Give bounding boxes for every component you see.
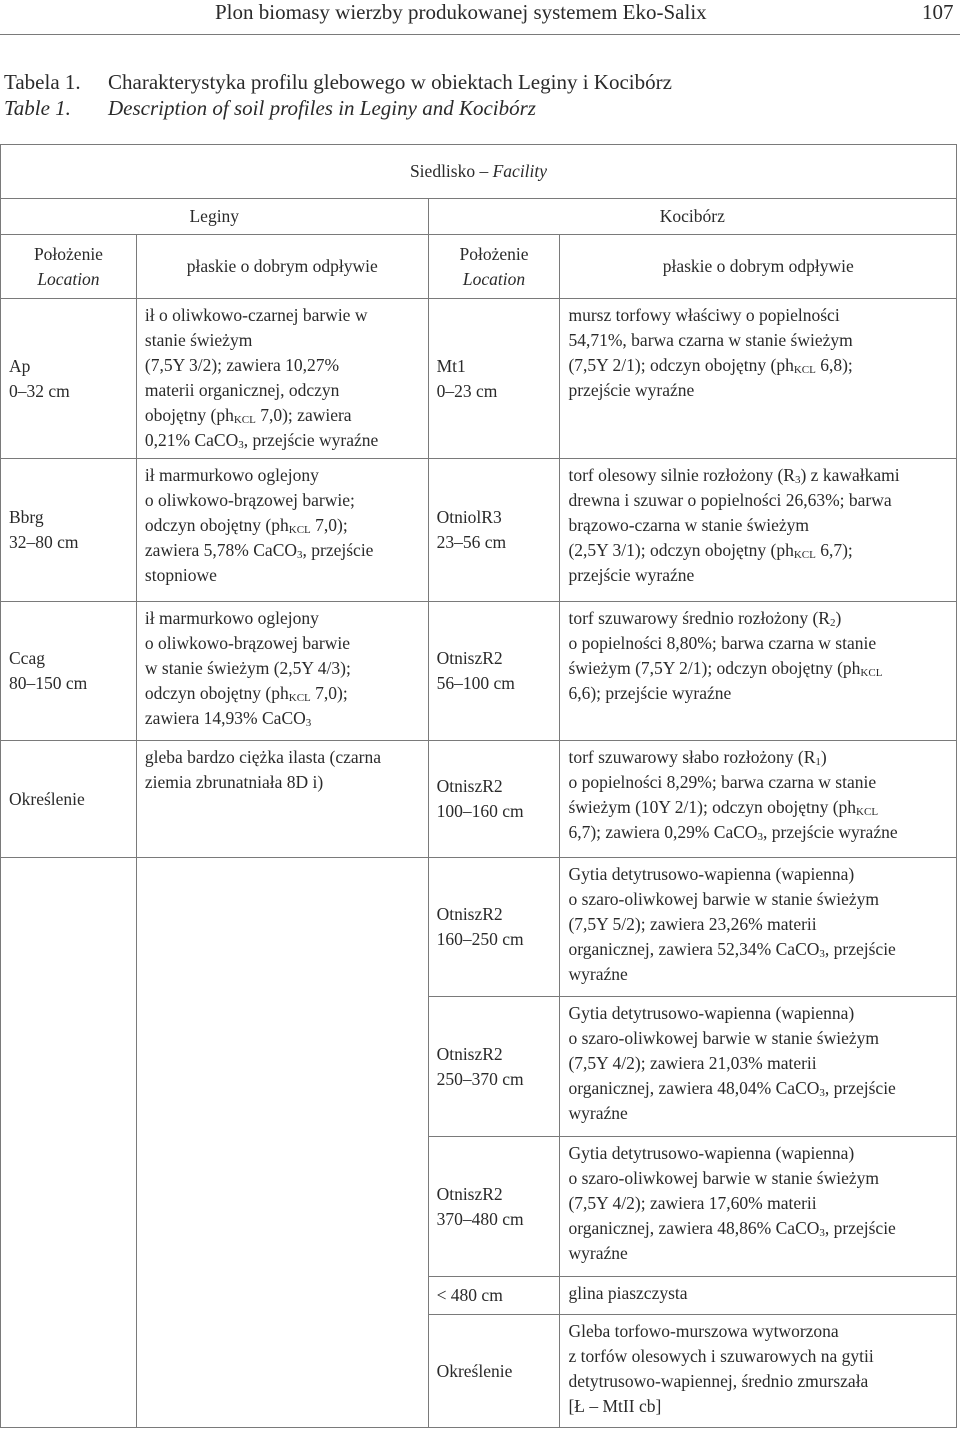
description-cell: Gytia detytrusowo-wapienna (wapienna) o szaro-oliwkowej barwie w stanie świeżym (7,5Y 5/2); zawiera 23,26% materii organicznej, zawiera 52,34% CaCO$_3$, przejście wyraźne <box>560 858 957 997</box>
description-cell: ił marmurkowo oglejony o oliwkowo-brązowej barwie; odczyn obojętny ($ph_{KCL}$ 7,0); zawiera 5,78% CaCO$_3$, przejście stopniowe <box>136 459 428 602</box>
table-row <box>1 299 957 459</box>
table-row <box>1 602 957 741</box>
description-cell: torf szuwarowy średnio rozłożony $(R_2)$ o popielności 8,80%; barwa czarna w stanie świeżym (7,5Y 2/1); odczyn obojętny ($ph_{KCL}$ 6,6); przejście wyraźne <box>560 602 957 741</box>
table-row <box>1 997 957 1137</box>
table-header-row <box>1 145 957 199</box>
site-row <box>1 199 957 235</box>
caption-label-en: Table 1. <box>4 96 71 120</box>
description-cell: ił o oliwkowo-czarnej barwie w stanie świeżym (7,5Y 3/2); zawiera 10,27% materii organicznej, odczyn obojętny ($ph_{KCL}$ 7,0); zawiera 0,21% CaCO$_3$, przejście wyraźne <box>136 299 428 459</box>
horizon-cell: OtniszR2 160–250 cm <box>428 858 560 997</box>
table-row <box>1 1137 957 1277</box>
horizon-cell: Ccag 80–150 cm <box>1 602 137 741</box>
location-header-kociborz: Położenie Location <box>428 235 560 299</box>
horizon-cell: OtniolR3 23–56 cm <box>428 459 560 602</box>
running-title: Plon biomasy wierzby produkowanej systemem Eko-Salix <box>215 0 707 24</box>
horizon-cell: OtniszR2 56–100 cm <box>428 602 560 741</box>
table-row <box>1 1315 957 1428</box>
horizon-cell: Bbrg 32–80 cm <box>1 459 137 602</box>
horizon-cell: OtniszR2 370–480 cm <box>428 1137 560 1277</box>
description-cell: Gleba torfowo-murszowa wytworzona z torfów olesowych i szuwarowych na gytii detytrusowo-wapiennej, średnio zmurszała [Ł – MtII cb] <box>560 1315 957 1428</box>
description-cell: mursz torfowy właściwy o popielności 54,71%, barwa czarna w stanie świeżym (7,5Y 2/1); odczyn obojętny ($ph_{KCL}$ 6,8); przejście wyraźne <box>560 299 957 459</box>
definition-header-kociborz: Określenie <box>428 1315 560 1428</box>
page-number: 107 <box>922 0 954 24</box>
horizon-cell: Ap 0–32 cm <box>1 299 137 459</box>
description-cell: Gytia detytrusowo-wapienna (wapienna) o szaro-oliwkowej barwie w stanie świeżym (7,5Y 4/2); zawiera 21,03% materii organicznej, zawiera 48,04% CaCO$_3$, przejście wyraźne <box>560 997 957 1137</box>
table-row <box>1 1277 957 1315</box>
terrain-leginy: płaskie o dobrym odpływie <box>136 235 428 299</box>
terrain-kociborz: płaskie o dobrym odpływie <box>560 235 957 299</box>
table-row <box>1 858 957 997</box>
description-cell: glina piaszczysta <box>560 1277 957 1315</box>
site-kociborz: Kocibórz <box>428 199 956 235</box>
definition-header-leginy: Określenie <box>1 741 137 858</box>
table-row <box>1 741 957 858</box>
location-header-leginy: Położenie Location <box>1 235 137 299</box>
horizon-cell: < 480 cm <box>428 1277 560 1315</box>
description-cell: gleba bardzo ciężka ilasta (czarna ziemia zbrunatniała 8D i) <box>136 741 428 858</box>
caption-title-en: Description of soil profiles in Leginy and Kocibórz <box>108 96 536 120</box>
caption-title-pl: Charakterystyka profilu glebowego w obiektach Leginy i Kocibórz <box>108 70 672 94</box>
caption-label-pl: Tabela 1. <box>4 70 81 94</box>
horizon-cell: OtniszR2 250–370 cm <box>428 997 560 1137</box>
description-cell: Gytia detytrusowo-wapienna (wapienna) o szaro-oliwkowej barwie w stanie świeżym (7,5Y 4/2); zawiera 17,60% materii organicznej, zawiera 48,86% CaCO$_3$, przejście wyraźne <box>560 1137 957 1277</box>
description-cell: torf olesowy silnie rozłożony $(R_3)$ z kawałkami drewna i szuwar o popielności 26,63%; barwa brązowo-czarna w stanie świeżym (2,5Y 3/1); odczyn obojętny ($ph_{KCL}$ 6,7); przejście wyraźne <box>560 459 957 602</box>
soil-profile-table <box>0 144 957 1428</box>
table-row <box>1 459 957 602</box>
description-cell: torf szuwarowy słabo rozłożony $(R_1)$ o popielności 8,29%; barwa czarna w stanie świeżym (10Y 2/1); odczyn obojętny ($ph_{KCL}$ 6,7); zawiera 0,29% CaCO$_3$, przejście wyraźne <box>560 741 957 858</box>
horizon-cell: Mt1 0–23 cm <box>428 299 560 459</box>
horizon-cell: OtniszR2 100–160 cm <box>428 741 560 858</box>
site-leginy: Leginy <box>1 199 429 235</box>
location-row <box>1 235 957 299</box>
header-rule <box>0 34 960 35</box>
description-cell: ił marmurkowo oglejony o oliwkowo-brązowej barwie w stanie świeżym (2,5Y 4/3); odczyn obojętny ($ph_{KCL}$ 7,0); zawiera 14,93% CaCO$_3$ <box>136 602 428 741</box>
habitat-header: Siedlisko – Facility <box>1 145 957 199</box>
